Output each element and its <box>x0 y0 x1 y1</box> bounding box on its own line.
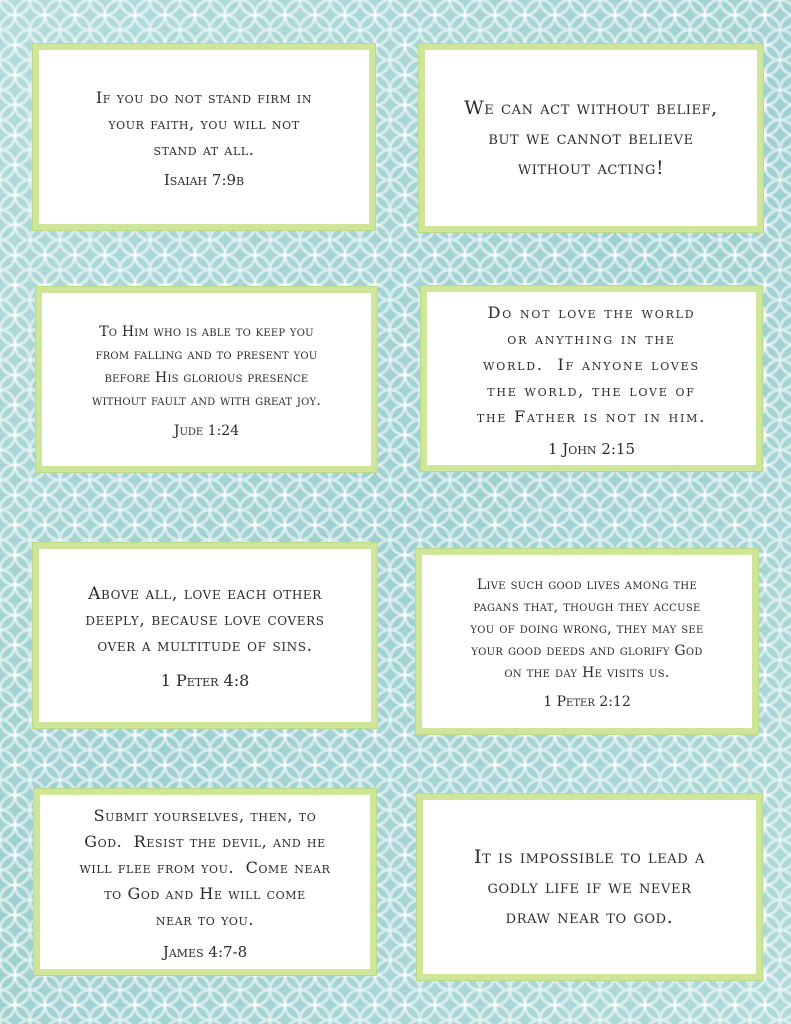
verse-card-1-peter-4 <box>33 543 377 728</box>
verse-line: over a multitude of sins. <box>97 636 313 656</box>
verse-text <box>85 581 324 659</box>
quote-text <box>474 842 705 932</box>
verse-card-1-john <box>421 286 762 471</box>
verse-card-james <box>34 789 376 975</box>
verse-line: Submit yourselves, then, to <box>93 806 317 825</box>
verse-card-1-peter-2 <box>416 549 758 734</box>
quote-text <box>464 93 718 183</box>
verse-line: before His glorious presence <box>104 369 309 386</box>
verse-line: To Him who is able to keep you <box>99 323 314 340</box>
verse-line: from falling and to present you <box>95 346 318 363</box>
verse-reference: 1 John 2:15 <box>547 439 635 458</box>
verse-text <box>96 85 312 163</box>
verse-line: your faith, you will not <box>108 114 300 133</box>
verse-line: If you do not stand firm in <box>95 88 313 107</box>
verse-line: without fault and with great joy. <box>91 392 321 409</box>
verse-text <box>477 300 706 430</box>
verse-line: the Father is not in him. <box>476 406 707 426</box>
verse-line: or anything in the <box>507 328 676 348</box>
verse-line: pagans that, though they accuse <box>473 598 701 615</box>
verse-line: on the day He visits us. <box>504 664 670 681</box>
verse-line: Do not love the world <box>487 302 696 322</box>
verse-line: to God and He will come <box>104 884 306 903</box>
verse-line: Above all, love each other <box>88 584 322 604</box>
verse-reference: Jude 1:24 <box>173 422 240 439</box>
quote-card-act-belief <box>419 44 763 232</box>
verse-reference: 1 Peter 4:8 <box>160 671 250 690</box>
quote-line: but we cannot believe <box>488 127 694 149</box>
verse-reference: James 4:7-8 <box>162 943 248 961</box>
verse-line: you of doing wrong, they may see <box>470 620 704 637</box>
verse-reference: 1 Peter 2:12 <box>543 693 631 710</box>
verse-card-isaiah <box>33 44 375 230</box>
verse-line: world. If anyone loves <box>483 354 700 374</box>
quote-line: without acting! <box>517 157 665 179</box>
verse-line: will flee from you. Come near <box>79 858 331 877</box>
quote-line: We can act without belief, <box>464 97 718 119</box>
quote-line: draw near to god. <box>505 906 674 928</box>
quote-card-draw-near <box>417 794 762 980</box>
verse-text <box>470 574 703 684</box>
verse-line: the world, the love of <box>487 380 696 400</box>
verse-reference: Isaiah 7:9b <box>163 171 245 189</box>
verse-line: God. Resist the devil, and he <box>84 832 326 851</box>
verse-line: deeply, because love covers <box>85 610 325 630</box>
verse-line: your good deeds and glorify God <box>471 642 703 659</box>
verse-line: stand at all. <box>153 140 255 159</box>
verse-text <box>92 321 321 413</box>
verse-card-jude <box>36 287 377 472</box>
verse-text <box>79 803 330 933</box>
verse-line: near to you. <box>155 910 255 929</box>
verse-line: Live such good lives among the <box>476 576 698 593</box>
quote-line: It is impossible to lead a <box>474 846 705 868</box>
quote-line: godly life if we never <box>487 876 692 898</box>
